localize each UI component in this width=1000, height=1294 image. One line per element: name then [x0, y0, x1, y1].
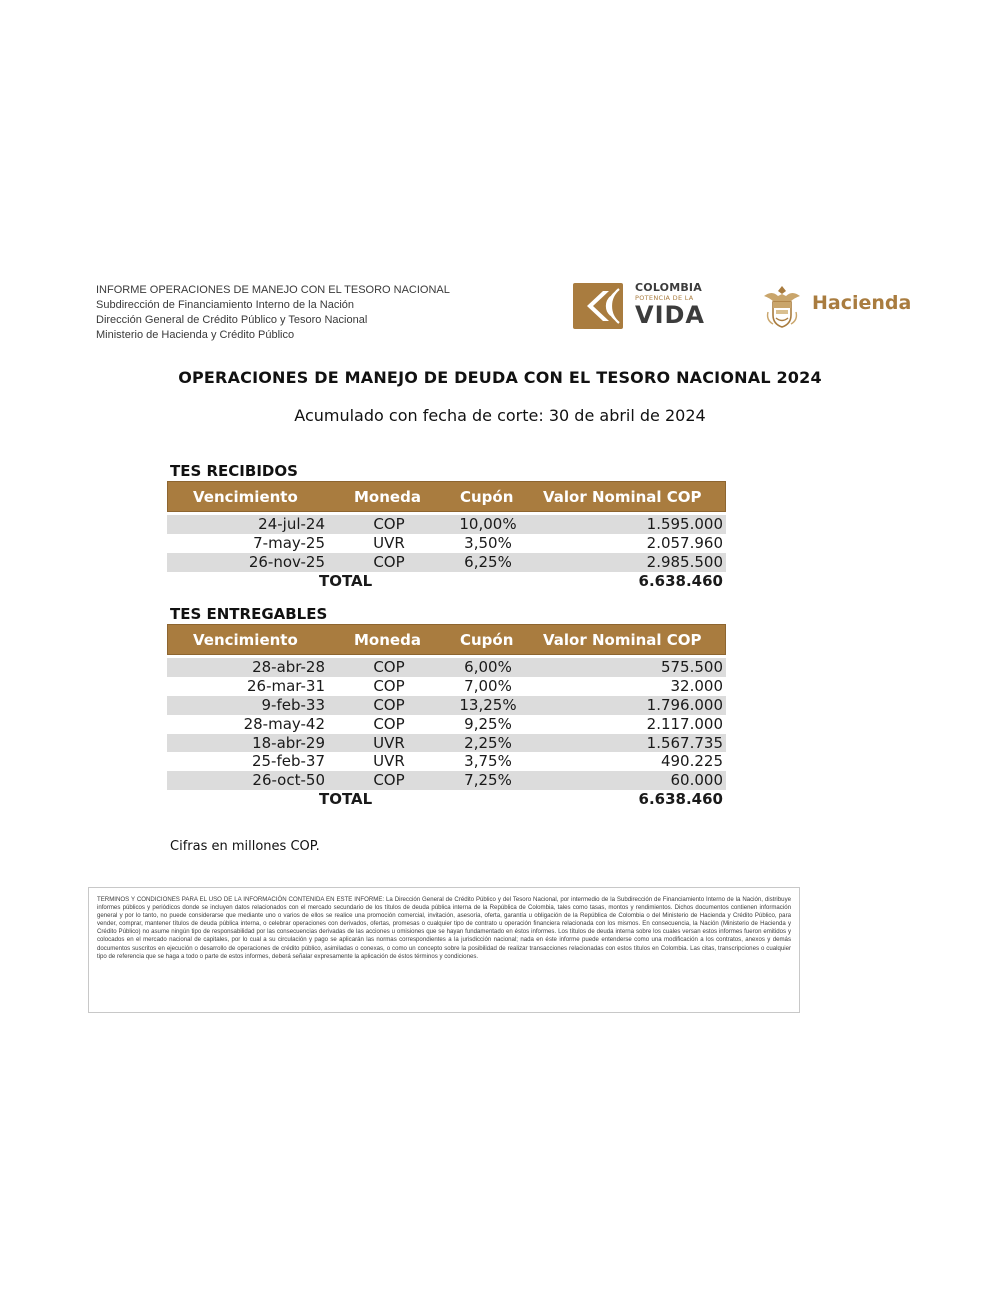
- logo-potencia-text: POTENCIA DE LA: [635, 294, 694, 302]
- cell-valor: 32.000: [670, 676, 723, 695]
- cell-vencimiento: 9-feb-33: [261, 695, 325, 714]
- col-header-moneda: Moneda: [354, 488, 421, 506]
- cell-moneda: COP: [373, 552, 405, 571]
- table-row: [167, 658, 726, 677]
- cell-cupon: 9,25%: [464, 714, 512, 733]
- terms-and-conditions: TERMINOS Y CONDICIONES PARA EL USO DE LA INFORMACIÓN CONTENIDA EN ESTE INFORME: La Dirección General de Crédito Público y del Tesoro Nacional, por intermedio de la Subdirección de Financiamiento Interno de la Nación, distribuye informes públicos y periódicos donde se incluyen datos relacionados con el mercado secundario de los títulos de deuda pública interna de la República de Colombia, tales como tasas, montos y rendimientos. Dichos documentos contienen información general y por lo tanto, no puede considerarse que mediante uno o varios de ellos se realice una promoción comercial, invitación, asesoría, oferta, garantía u obligación de la República de Colombia o del Ministerio de Hacienda y Crédito Público, para vender, comprar, mantener títulos de deuda pública interna, o celebrar operaciones con derivados, ofertas, promesas o cualquier tipo de contrato u operación financiera relacionada con los mismos. En consecuencia, la Nación (Ministerio de Hacienda y Crédito Público) no asume ningún tipo de responsabilidad por las consecuencias derivadas de las acciones u omisiones que se hayan fundamentado en éstos informes. Los títulos de deuda interna sobre los cuales versan estos informes fueron emitidos y colocados en el mercado nacional de capitales, por lo cual a su circulación y pago se aplicarán las normas correspondientes a la jurisdicción nacional; nada en éste informe puede entenderse como una modificación a los contratos, anexos y demás documentos suscritos en ejecución o desarrollo de operaciones de crédito público, asimiladas o conexas, o como un concepto sobre la posibilidad de realizar transacciones relacionadas con estos títulos en Colombia. Las citas, transcripciones o cualquier tipo de referencia que se haga a todo o parte de estos informes, deberá señalar expresamente la aplicación de éstos términos y condiciones.: [88, 887, 800, 1013]
- table-row: [167, 752, 726, 771]
- cell-cupon: 10,00%: [459, 515, 517, 533]
- cell-vencimiento: 26-nov-25: [248, 552, 325, 571]
- hacienda-name: Hacienda: [812, 292, 912, 314]
- cell-moneda: COP: [373, 714, 405, 733]
- cell-moneda: UVR: [373, 752, 405, 771]
- cell-moneda: COP: [373, 771, 405, 790]
- table-header: [167, 481, 726, 512]
- table-row: [167, 534, 726, 553]
- page-title: OPERACIONES DE MANEJO DE DEUDA CON EL TESORO NACIONAL 2024: [178, 368, 822, 387]
- col-header-cupon: Cupón: [460, 488, 514, 506]
- table-row: [167, 553, 726, 572]
- cell-valor: 2.985.500: [646, 552, 723, 571]
- table-tes-recibidos: [167, 481, 726, 591]
- cell-moneda: UVR: [373, 733, 405, 752]
- cell-cupon: 7,25%: [464, 771, 512, 790]
- colombia-arc-icon: [573, 283, 623, 329]
- cell-vencimiento: 24-jul-24: [258, 515, 325, 533]
- cell-valor: 2.057.960: [646, 533, 723, 552]
- col-header-moneda: Moneda: [354, 631, 421, 649]
- cell-valor: 1.796.000: [646, 695, 723, 714]
- cell-moneda: UVR: [373, 533, 405, 552]
- table-total-row: [167, 790, 726, 809]
- cell-moneda: COP: [373, 676, 405, 695]
- section-title-entregables: TES ENTREGABLES: [170, 605, 328, 623]
- cell-vencimiento: 25-feb-37: [251, 752, 325, 771]
- cell-moneda: COP: [373, 658, 405, 676]
- table-tes-entregables: [167, 624, 726, 809]
- section-title-recibidos: TES RECIBIDOS: [170, 462, 298, 480]
- cell-vencimiento: 18-abr-29: [252, 733, 325, 752]
- report-header: [96, 283, 450, 343]
- units-note: Cifras en millones COP.: [170, 839, 320, 854]
- cell-moneda: COP: [373, 695, 405, 714]
- table-row: [167, 515, 726, 534]
- cell-vencimiento: 26-oct-50: [252, 771, 325, 790]
- table-row: [167, 771, 726, 790]
- table-row: [167, 715, 726, 734]
- cell-vencimiento: 26-mar-31: [246, 676, 325, 695]
- cell-cupon: 13,25%: [459, 695, 517, 714]
- cell-valor: 60.000: [670, 771, 723, 790]
- cell-valor: 1.567.735: [646, 733, 723, 752]
- col-header-valor-nominal: Valor Nominal COP: [543, 631, 702, 649]
- hacienda-logo: [760, 282, 910, 332]
- report-name: INFORME OPERACIONES DE MANEJO CON EL TESORO NACIONAL: [96, 284, 450, 296]
- table-row: [167, 696, 726, 715]
- coat-of-arms-icon: [760, 282, 804, 330]
- col-header-cupon: Cupón: [460, 631, 514, 649]
- colombia-potencia-de-la-vida-logo: [573, 280, 718, 332]
- ministry-name: Ministerio de Hacienda y Crédito Público: [96, 329, 295, 341]
- logo-vida-text: VIDA: [635, 301, 705, 329]
- total-label: TOTAL: [319, 571, 373, 590]
- direction-name: Dirección General de Crédito Público y Tesoro Nacional: [96, 314, 368, 326]
- cell-vencimiento: 28-may-42: [243, 714, 325, 733]
- cell-cupon: 7,00%: [464, 676, 512, 695]
- cell-moneda: COP: [373, 515, 405, 533]
- col-header-vencimiento: Vencimiento: [193, 631, 298, 649]
- cell-valor: 575.500: [660, 658, 723, 676]
- col-header-vencimiento: Vencimiento: [193, 488, 298, 506]
- cell-vencimiento: 28-abr-28: [252, 658, 325, 676]
- page-subtitle: Acumulado con fecha de corte: 30 de abril de 2024: [294, 406, 706, 425]
- total-value: 6.638.460: [638, 571, 723, 590]
- table-total-row: [167, 572, 726, 591]
- table-row: [167, 734, 726, 753]
- cell-valor: 490.225: [660, 752, 723, 771]
- cell-valor: 1.595.000: [646, 515, 723, 533]
- cell-cupon: 6,00%: [464, 658, 512, 676]
- cell-cupon: 3,75%: [464, 752, 512, 771]
- total-value: 6.638.460: [638, 790, 723, 809]
- cell-cupon: 6,25%: [464, 552, 512, 571]
- total-label: TOTAL: [319, 790, 373, 809]
- logo-colombia-text: COLOMBIA: [635, 281, 702, 294]
- cell-cupon: 2,25%: [464, 733, 512, 752]
- cell-vencimiento: 7-may-25: [253, 533, 325, 552]
- cell-cupon: 3,50%: [464, 533, 512, 552]
- table-row: [167, 677, 726, 696]
- table-header: [167, 624, 726, 655]
- col-header-valor-nominal: Valor Nominal COP: [543, 488, 702, 506]
- subdirection-name: Subdirección de Financiamiento Interno de la Nación: [96, 299, 355, 311]
- cell-valor: 2.117.000: [646, 714, 723, 733]
